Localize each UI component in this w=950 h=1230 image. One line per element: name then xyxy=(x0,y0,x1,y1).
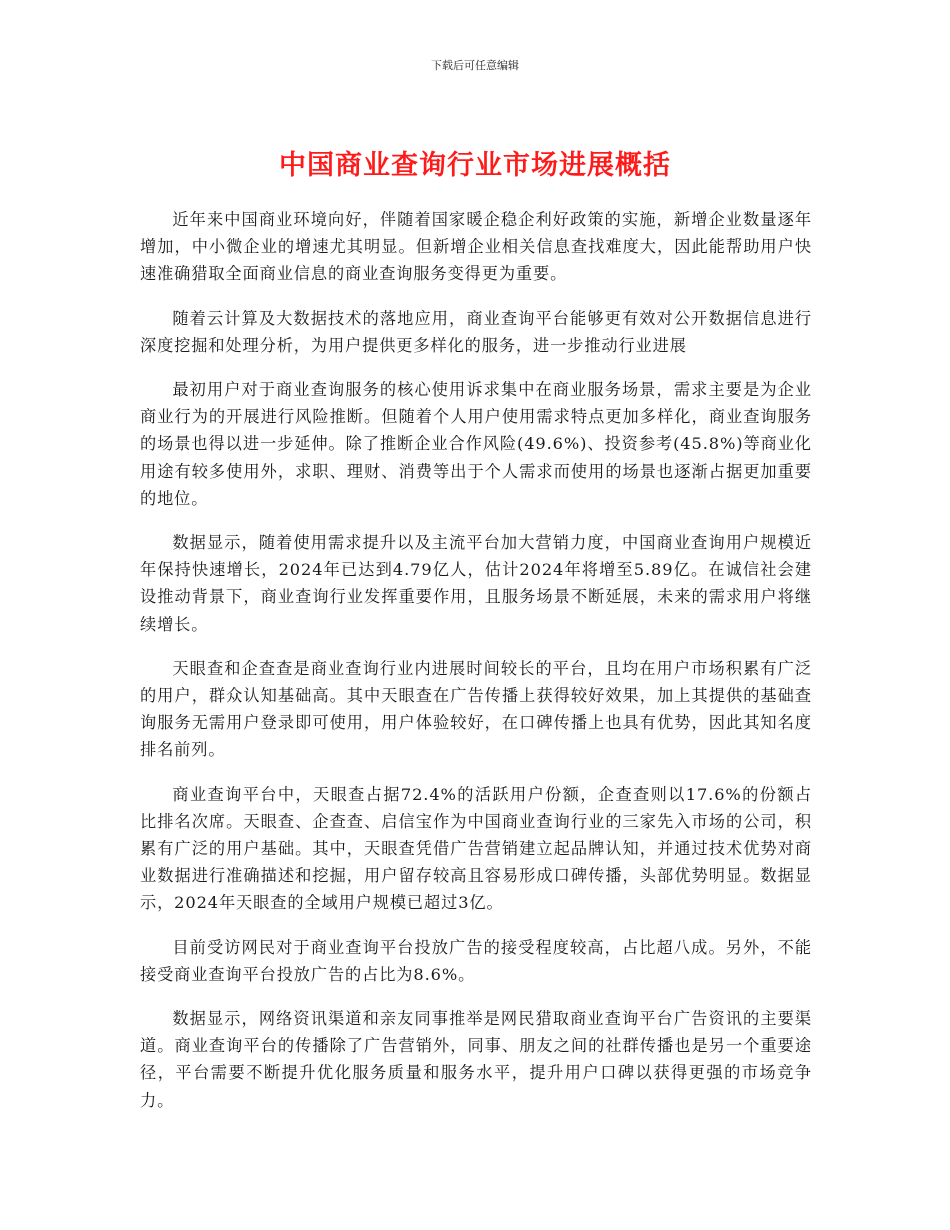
paragraph-2: 随着云计算及大数据技术的落地应用，商业查询平台能够更有效对公开数据信息进行深度挖掘和处理分析，为用户提供更多样化的服务，进一步推动行业进展 xyxy=(140,308,812,355)
paragraph-8: 数据显示，网络资讯渠道和亲友同事推举是网民猎取商业查询平台广告资讯的主要渠道。商业查询平台的传播除了广告营销外，同事、朋友之间的社群传播也是另一个重要途径，平台需要不断提升优化服务质量和服务水平，提升用户口碑以获得更强的市场竞争力。 xyxy=(140,1009,812,1110)
paragraph-6: 商业查询平台中，天眼查占据72.4%的活跃用户份额，企查查则以17.6%的份额占比排名次席。天眼查、企查查、启信宝作为中国商业查询行业的三家先入市场的公司，积累有广泛的用户基础。其中，天眼查凭借广告营销建立起品牌认知，并通过技术优势对商业数据进行准确描述和挖掘，用户留存较高且容易形成口碑传播，头部优势明显。数据显示，2024年天眼查的全域用户规模已超过3亿。 xyxy=(140,784,812,913)
header-note: 下载后可任意编辑 xyxy=(431,59,519,72)
page-title: 中国商业查询行业市场进展概括 xyxy=(279,150,671,181)
paragraph-1: 近年来中国商业环境向好，伴随着国家暖企稳企利好政策的实施，新增企业数量逐年增加，中小微企业的增速尤其明显。但新增企业相关信息查找难度大，因此能帮助用户快速准确猎取全面商业信息的商业查询服务变得更为重要。 xyxy=(140,210,812,284)
paragraph-5: 天眼查和企查查是商业查询行业内进展时间较长的平台，且均在用户市场积累有广泛的用户，群众认知基础高。其中天眼查在广告传播上获得较好效果，加上其提供的基础查询服务无需用户登录即可使用，用户体验较好，在口碑传播上也具有优势，因此其知名度排名前列。 xyxy=(140,658,812,760)
document-body xyxy=(140,206,812,1131)
paragraph-7: 目前受访网民对于商业查询平台投放广告的接受程度较高，占比超八成。另外，不能接受商业查询平台投放广告的占比为8.6%。 xyxy=(140,937,812,984)
paragraph-3: 最初用户对于商业查询服务的核心使用诉求集中在商业服务场景，需求主要是为企业商业行为的开展进行风险推断。但随着个人用户使用需求特点更加多样化，商业查询服务的场景也得以进一步延伸。除了推断企业合作风险(49.6%)、投资参考(45.8%)等商业化用途有较多使用外，求职、理财、消费等出于个人需求而使用的场景也逐渐占据更加重要的地位。 xyxy=(140,380,812,508)
paragraph-4: 数据显示，随着使用需求提升以及主流平台加大营销力度，中国商业查询用户规模近年保持快速增长，2024年已达到4.79亿人，估计2024年将增至5.89亿。在诚信社会建设推动背景下，商业查询行业发挥重要作用，且服务场景不断延展，未来的需求用户将继续增长。 xyxy=(140,533,812,634)
